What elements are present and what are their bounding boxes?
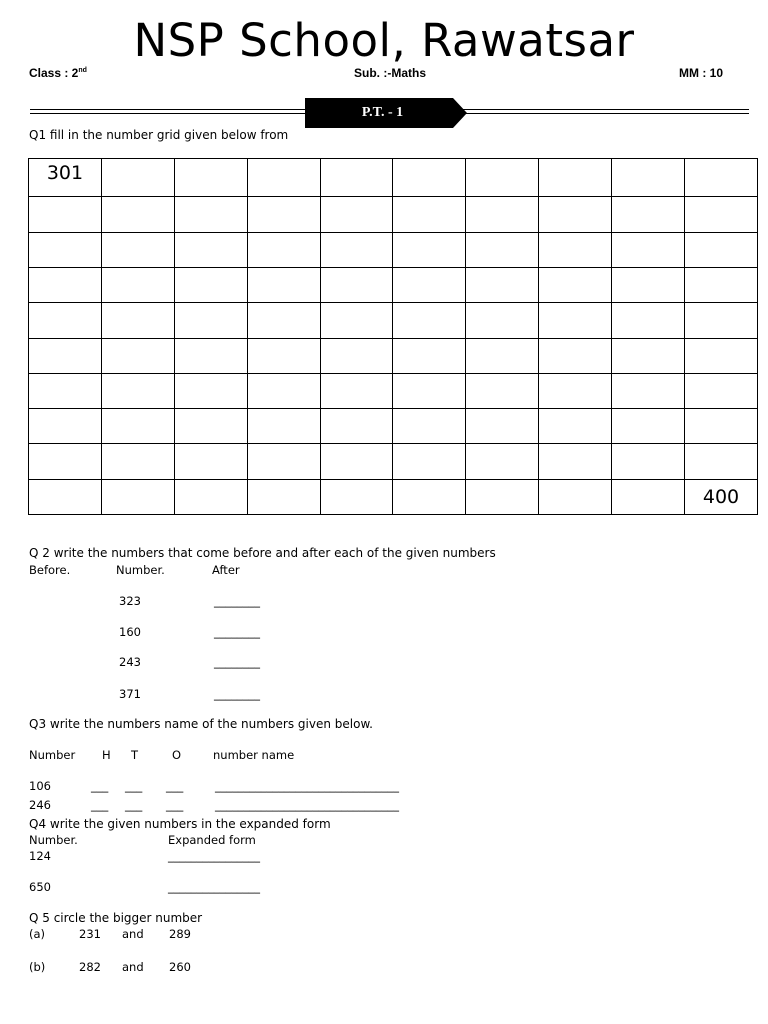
q4-expanded-blank: ________________ <box>168 880 260 894</box>
grid-cell <box>101 267 174 302</box>
grid-cell <box>320 267 393 302</box>
q3-number: 246 <box>29 798 51 812</box>
grid-cell <box>612 197 685 232</box>
grid-cell <box>320 444 393 479</box>
grid-cell <box>539 267 612 302</box>
grid-cell <box>101 159 174 197</box>
grid-row <box>29 338 758 373</box>
grid-cell <box>612 267 685 302</box>
grid-cell <box>466 303 539 338</box>
grid-cell <box>320 338 393 373</box>
q5-item-label: (a) <box>29 927 46 941</box>
q3-number-header: Number <box>29 748 76 762</box>
grid-cell <box>393 232 466 267</box>
q3-number: 106 <box>29 779 51 793</box>
grid-cell <box>29 303 102 338</box>
grid-cell <box>101 303 174 338</box>
grid-cell <box>539 338 612 373</box>
grid-cell <box>612 409 685 444</box>
q2-number: 243 <box>119 655 141 669</box>
grid-cell <box>539 197 612 232</box>
q4-number: 650 <box>29 880 51 894</box>
grid-cell <box>320 409 393 444</box>
q4-number: 124 <box>29 849 51 863</box>
grid-cell <box>393 159 466 197</box>
grid-row <box>29 197 758 232</box>
grid-cell <box>393 479 466 514</box>
q3-h-blank: ___ <box>91 779 109 793</box>
grid-cell <box>247 303 320 338</box>
q5-first-number: 282 <box>79 960 101 974</box>
grid-cell <box>29 373 102 408</box>
grid-cell <box>320 373 393 408</box>
q2-number: 160 <box>119 625 141 639</box>
grid-cell <box>612 479 685 514</box>
grid-cell <box>247 444 320 479</box>
q3-name-blank: ________________________________ <box>215 779 399 793</box>
grid-cell <box>612 444 685 479</box>
grid-cell <box>685 232 758 267</box>
grid-cell <box>612 232 685 267</box>
grid-cell <box>29 479 102 514</box>
grid-cell <box>174 409 247 444</box>
q5-and: and <box>122 960 144 974</box>
grid-cell <box>539 159 612 197</box>
q3-ones-header: O <box>172 748 182 762</box>
grid-cell <box>393 197 466 232</box>
grid-cell <box>539 444 612 479</box>
grid-cell <box>466 267 539 302</box>
grid-row <box>29 267 758 302</box>
grid-cell <box>466 479 539 514</box>
q2-after-blank: ________ <box>214 594 260 608</box>
grid-cell <box>247 338 320 373</box>
grid-cell <box>29 338 102 373</box>
grid-cell <box>174 267 247 302</box>
grid-cell <box>174 232 247 267</box>
grid-cell <box>29 444 102 479</box>
grid-row <box>29 479 758 514</box>
q2-prompt: Q 2 write the numbers that come before and after each of the given numbers <box>29 546 496 560</box>
grid-cell <box>320 159 393 197</box>
grid-cell <box>466 197 539 232</box>
q2-number-header: Number. <box>116 563 165 577</box>
grid-cell-start: 301 <box>29 159 102 197</box>
grid-cell <box>466 409 539 444</box>
grid-cell <box>539 373 612 408</box>
q2-after-blank: ________ <box>214 687 260 701</box>
grid-cell <box>247 479 320 514</box>
grid-cell <box>101 197 174 232</box>
q2-number: 323 <box>119 594 141 608</box>
q3-t-blank: ___ <box>125 798 143 812</box>
grid-cell <box>174 479 247 514</box>
q5-first-number: 231 <box>79 927 101 941</box>
grid-cell <box>685 197 758 232</box>
grid-cell <box>174 338 247 373</box>
grid-row <box>29 373 758 408</box>
grid-cell <box>101 338 174 373</box>
grid-cell <box>247 197 320 232</box>
grid-row <box>29 232 758 267</box>
grid-cell <box>612 338 685 373</box>
grid-cell-end: 400 <box>685 479 758 514</box>
q3-name-header: number name <box>213 748 295 762</box>
grid-cell <box>612 303 685 338</box>
grid-cell <box>174 303 247 338</box>
q4-expanded-header: Expanded form <box>168 833 256 847</box>
grid-cell <box>466 159 539 197</box>
grid-cell <box>29 267 102 302</box>
q5-item-label: (b) <box>29 960 46 974</box>
grid-row <box>29 303 758 338</box>
grid-cell <box>466 373 539 408</box>
q2-after-blank: ________ <box>214 655 260 669</box>
q3-o-blank: ___ <box>166 779 184 793</box>
grid-cell <box>174 373 247 408</box>
grid-cell <box>174 444 247 479</box>
grid-cell <box>393 303 466 338</box>
grid-cell <box>247 267 320 302</box>
grid-cell <box>539 232 612 267</box>
grid-row <box>29 159 758 197</box>
q5-and: and <box>122 927 144 941</box>
q2-after-blank: ________ <box>214 625 260 639</box>
max-marks-label: MM : 10 <box>679 66 724 80</box>
q3-o-blank: ___ <box>166 798 184 812</box>
subject-label: Sub. :-Maths <box>354 66 426 80</box>
grid-cell <box>393 267 466 302</box>
grid-cell <box>101 409 174 444</box>
test-badge-label: P.T. - 1 <box>361 105 404 120</box>
q3-h-blank: ___ <box>91 798 109 812</box>
grid-cell <box>393 338 466 373</box>
grid-cell <box>29 409 102 444</box>
grid-cell <box>466 444 539 479</box>
grid-cell <box>685 303 758 338</box>
grid-cell <box>466 232 539 267</box>
q2-before-header: Before. <box>29 563 71 577</box>
grid-cell <box>320 303 393 338</box>
q4-prompt: Q4 write the given numbers in the expanded form <box>29 817 331 831</box>
grid-cell <box>29 197 102 232</box>
q5-second-number: 289 <box>169 927 191 941</box>
q5-prompt: Q 5 circle the bigger number <box>29 911 203 925</box>
q2-number: 371 <box>119 687 141 701</box>
grid-cell <box>612 373 685 408</box>
grid-cell <box>612 159 685 197</box>
grid-cell <box>685 444 758 479</box>
grid-cell <box>247 159 320 197</box>
grid-cell <box>101 373 174 408</box>
grid-cell <box>393 409 466 444</box>
q3-hundreds-header: H <box>102 748 111 762</box>
grid-cell <box>174 197 247 232</box>
q2-after-header: After <box>212 563 240 577</box>
grid-cell <box>685 409 758 444</box>
grid-cell <box>101 479 174 514</box>
q3-tens-header: T <box>131 748 139 762</box>
grid-row <box>29 444 758 479</box>
grid-cell <box>685 159 758 197</box>
class-superscript: nd <box>78 67 87 74</box>
grid-cell <box>174 159 247 197</box>
grid-cell <box>393 444 466 479</box>
q4-expanded-blank: ________________ <box>168 849 260 863</box>
grid-cell <box>247 232 320 267</box>
grid-cell <box>247 409 320 444</box>
grid-cell <box>539 303 612 338</box>
grid-cell <box>320 232 393 267</box>
grid-cell <box>393 373 466 408</box>
grid-cell <box>320 479 393 514</box>
q3-t-blank: ___ <box>125 779 143 793</box>
grid-cell <box>685 373 758 408</box>
grid-cell <box>539 409 612 444</box>
grid-cell <box>320 197 393 232</box>
grid-cell <box>101 444 174 479</box>
grid-cell <box>247 373 320 408</box>
q5-second-number: 260 <box>169 960 191 974</box>
grid-cell <box>101 232 174 267</box>
q4-number-header: Number. <box>29 833 78 847</box>
grid-cell <box>685 267 758 302</box>
school-title: NSP School, Rawatsar <box>133 14 635 67</box>
q3-prompt: Q3 write the numbers name of the numbers given below. <box>29 717 373 731</box>
number-grid <box>28 158 758 515</box>
q3-name-blank: ________________________________ <box>215 798 399 812</box>
grid-cell <box>29 232 102 267</box>
grid-cell <box>685 338 758 373</box>
class-label: Class : 2nd <box>29 66 87 80</box>
grid-cell <box>466 338 539 373</box>
q1-prompt: Q1 fill in the number grid given below from <box>29 128 289 142</box>
grid-cell <box>539 479 612 514</box>
grid-row <box>29 409 758 444</box>
